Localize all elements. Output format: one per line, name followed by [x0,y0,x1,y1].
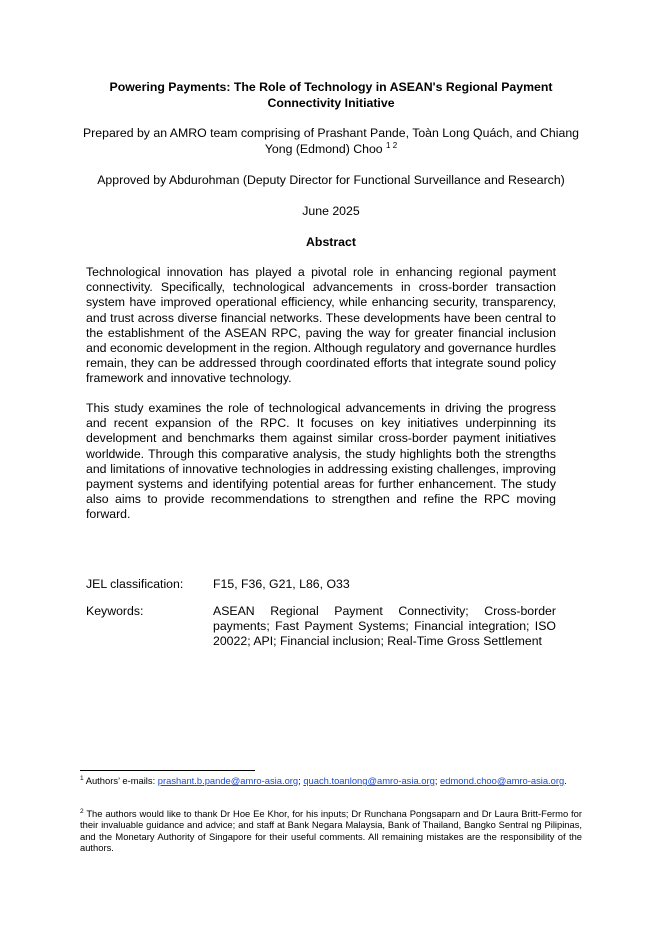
abstract-paragraph-2: This study examines the role of technological advancements in driving the progress and recent expansion of the RPC. It focuses on key initiatives underpinning its development and benchmarks them against similar cross-border payment initiatives worldwide. Through this comparative analysis, the study highlights both the strengths and limitations of innovative technologies in addressing existing challenges, improving payment systems and identifying potential areas for further enhancement. The study also aims to provide recommendations to strengthen and refine the RPC moving forward. [86,401,556,522]
abstract-paragraph-1: Technological innovation has played a pivotal role in enhancing regional payment connectivity. Specifically, technological advancements in cross-border transaction system have improved operational efficiency, while enhancing security, transparency, and trust across diverse financial networks. These developments have been central to the establishment of the ASEAN RPC, paving the way for greater financial inclusion and economic development in the region. Although regulatory and governance hurdles remain, they can be addressed through coordinated efforts that integrate sound policy framework and innovative technology. [86,265,556,386]
approved-by: Approved by Abdurohman (Deputy Director for Functional Surveillance and Research) [97,173,565,187]
footnote-1: $^1$ Authors’ e-mails: prashant.b.pande@amro-asia.org; quach.toanlong@amro-asia.org; edmond.choo@amro-asia.org. [80,774,567,786]
footnote-2-text: The authors would like to thank Dr Hoe Ee Khor, for his inputs; Dr Runchana Pongsaparn and Dr Laura Britt-Fermo for their invaluable guidance and advice; and staff at Bank Negara Malaysia, Bank of Thailand, Bangko Sentral ng Pilipinas, and the Monetary Authority of Singapore for their useful comments. All remaining mistakes are the responsibility of the authors. [80,808,582,854]
authors-line [80,125,582,157]
footnote-1-mark: 1 [80,774,84,782]
jel-label: JEL classification: [86,577,184,591]
paper-title: Powering Payments: The Role of Technology in ASEAN's Regional Payment Connectivity Initiative [109,80,553,110]
email-link-pande[interactable]: prashant.b.pande@amro-asia.org [157,775,299,786]
keywords-value: ASEAN Regional Payment Connectivity; Cross-border payments; Fast Payment Systems; Financial integration; ISO 20022; API; Financial inclusion; Real-Time Gross Settlement [213,604,556,649]
footnote-2-mark: 2 [80,807,84,815]
abstract-heading: Abstract [306,235,356,249]
email-link-quach[interactable]: quach.toanlong@amro-asia.org [303,775,435,786]
authors-footnote-marks: 1 2 [386,140,398,150]
keywords-label: Keywords: [86,604,144,618]
email-link-choo[interactable]: edmond.choo@amro-asia.org [440,775,565,786]
footnote-1-prefix: Authors’ e-mails: [85,775,156,786]
publication-date: June 2025 [302,204,360,218]
authors-text: Prepared by an AMRO team comprising of Prashant Pande, Toàn Long Quách, and Chiang Yong (Edmond) Choo [82,126,580,156]
footnote-2 [80,808,582,854]
jel-value: F15, F36, G21, L86, O33 [213,577,350,591]
footnote-divider [80,770,255,771]
